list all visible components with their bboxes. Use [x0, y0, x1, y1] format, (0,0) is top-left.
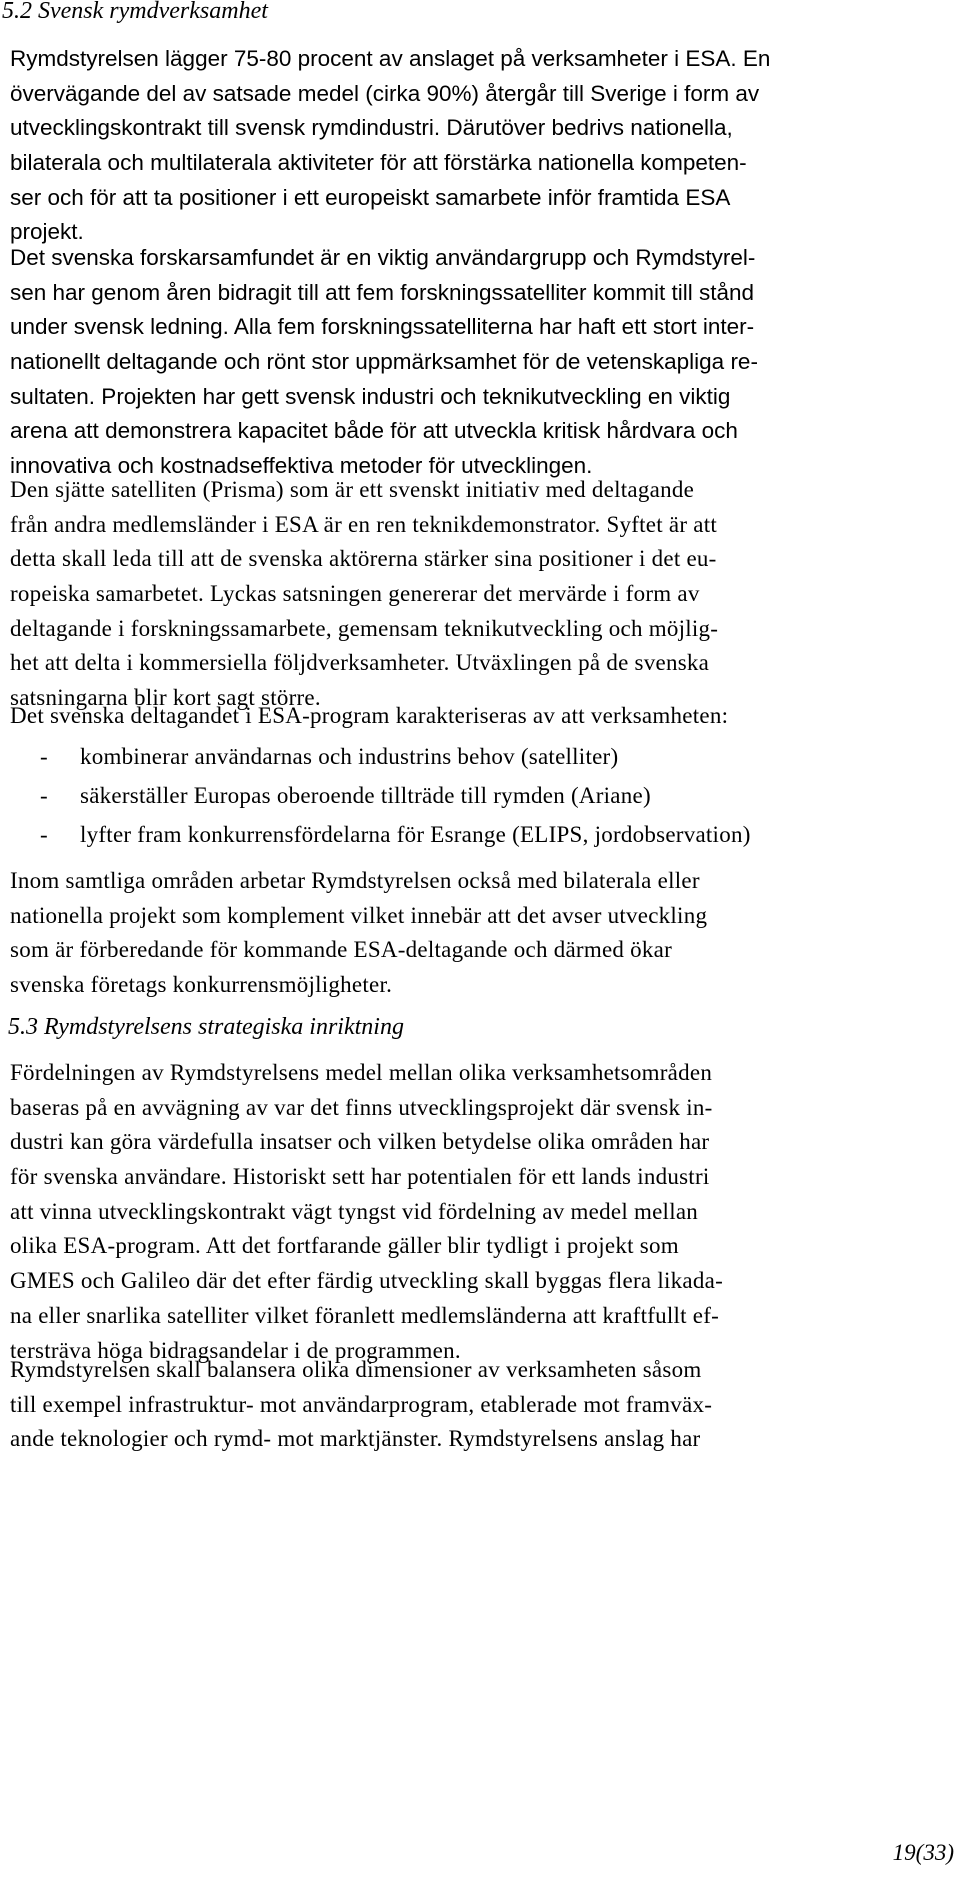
text-line: från andra medlemsländer i ESA är en ren teknikdemonstrator. Syftet är att: [10, 511, 717, 537]
text-line: svenska företags konkurrensmöjligheter.: [10, 972, 393, 998]
text-line: Inom samtliga områden arbetar Rymdstyrelsen också med bilaterala eller: [10, 868, 700, 893]
list-item-text: kombinerar användarnas och industrins behov (satelliter): [80, 744, 619, 769]
paragraph-balancing-dimensions: [10, 1353, 950, 1457]
text-line: Det svenska deltagandet i ESA-program karakteriseras av att verksamheten:: [10, 703, 729, 728]
text-line: under svensk ledning. Alla fem forskningssatelliterna har haft ett stort inter-: [10, 314, 755, 340]
text-line: ropeiska samarbetet. Lyckas satsningen genererar det mervärde i form av: [10, 581, 700, 607]
paragraph-fund-allocation: [10, 1056, 950, 1368]
text-line: arena att demonstrera kapacitet både för att utveckla kritisk hårdvara och: [10, 418, 738, 444]
paragraph-esa-share: [10, 42, 950, 250]
text-line: för svenska användare. Historiskt sett har potentialen för ett lands industri: [10, 1164, 710, 1190]
list-item: [10, 737, 950, 776]
text-line: baseras på en avvägning av var det finns utvecklingsprojekt där svensk in-: [10, 1094, 713, 1120]
text-line: bilaterala och multilaterala aktiviteter för att förstärka nationella kompeten-: [10, 150, 747, 176]
text-line: innovativa och kostnadseffektiva metoder för utvecklingen.: [10, 453, 593, 479]
text-line: deltagande i forskningssamarbete, gemensam teknikutveckling och möjlig-: [10, 615, 719, 641]
text-line: nationella projekt som komplement vilket innebär att det avser utveckling: [10, 902, 708, 928]
text-line: som är förberedande för kommande ESA-deltagande och därmed ökar: [10, 937, 673, 963]
text-line: ande teknologier och rymd- mot marktjänster. Rymdstyrelsens anslag har: [10, 1426, 701, 1452]
list-item-text: lyfter fram konkurrensfördelarna för Esrange (ELIPS, jordobservation): [80, 822, 751, 847]
text-line: dustri kan göra värdefulla insatser och vilken betydelse olika områden har: [10, 1129, 710, 1155]
text-line: Det svenska forskarsamfundet är en viktig användargrupp och Rymdstyrel-: [10, 245, 756, 270]
list-dash: -: [40, 744, 48, 769]
text-line: övervägande del av satsade medel (cirka 90%) återgår till Sverige i form av: [10, 80, 760, 106]
list-item: [10, 776, 950, 815]
text-line: het att delta i kommersiella följdverksamheter. Utväxlingen på de svenska: [10, 650, 710, 676]
text-line: sen har genom åren bidragit till att fem forskningssatelliter kommit till stånd: [10, 279, 755, 305]
text-line: Rymdstyrelsen lägger 75-80 procent av anslaget på verksamheter i ESA. En: [10, 46, 771, 71]
paragraph-research-community: [10, 241, 950, 484]
section-heading-5-3: 5.3 Rymdstyrelsens strategiska inriktning: [8, 1014, 404, 1040]
list-item-text: säkerställer Europas oberoende tillträde till rymden (Ariane): [80, 783, 651, 808]
text-line: utvecklingskontrakt till svensk rymdindustri. Därutöver bedrivs nationella,: [10, 115, 733, 141]
paragraph-bilateral-projects: [10, 864, 950, 1003]
text-line: detta skall leda till att de svenska aktörerna stärker sina positioner i det eu-: [10, 546, 717, 572]
text-line: Den sjätte satelliten (Prisma) som är ett svenskt initiativ med deltagande: [10, 477, 695, 502]
text-line: GMES och Galileo där det efter färdig utveckling skall byggas flera likada-: [10, 1268, 723, 1294]
esa-characteristics-list: [10, 737, 950, 854]
paragraph-esa-participation-intro: [10, 699, 950, 734]
text-line: att vinna utvecklingskontrakt vägt tyngst vid fördelning av medel mellan: [10, 1198, 699, 1224]
page-number: 19(33): [892, 1840, 954, 1865]
text-line: Fördelningen av Rymdstyrelsens medel mellan olika verksamhetsområden: [10, 1060, 713, 1085]
text-line: nationellt deltagande och rönt stor uppmärksamhet för de vetenskapliga re-: [10, 349, 758, 375]
text-line: sultaten. Projekten har gett svensk industri och teknikutveckling en viktig: [10, 383, 731, 409]
text-line: ser och för att ta positioner i ett europeiskt samarbete inför framtida ESA: [10, 184, 731, 210]
text-line: Rymdstyrelsen skall balansera olika dimensioner av verksamheten såsom: [10, 1357, 702, 1382]
paragraph-prisma-satellite: [10, 473, 950, 716]
list-dash: -: [40, 783, 48, 808]
text-line: olika ESA-program. Att det fortfarande gäller blir tydligt i projekt som: [10, 1233, 679, 1259]
section-heading-5-2: 5.2 Svensk rymdverksamhet: [2, 0, 268, 24]
text-line: till exempel infrastruktur- mot användarprogram, etablerade mot framväx-: [10, 1391, 713, 1417]
list-item: [10, 815, 950, 854]
text-line: projekt.: [10, 219, 84, 245]
text-line: satsningarna blir kort sagt större.: [10, 685, 321, 711]
list-dash: -: [40, 822, 48, 847]
text-line: na eller snarlika satelliter vilket föranlett medlemsländerna att kraftfullt ef-: [10, 1302, 720, 1328]
text-line: tersträva höga bidragsandelar i de programmen.: [10, 1337, 461, 1363]
